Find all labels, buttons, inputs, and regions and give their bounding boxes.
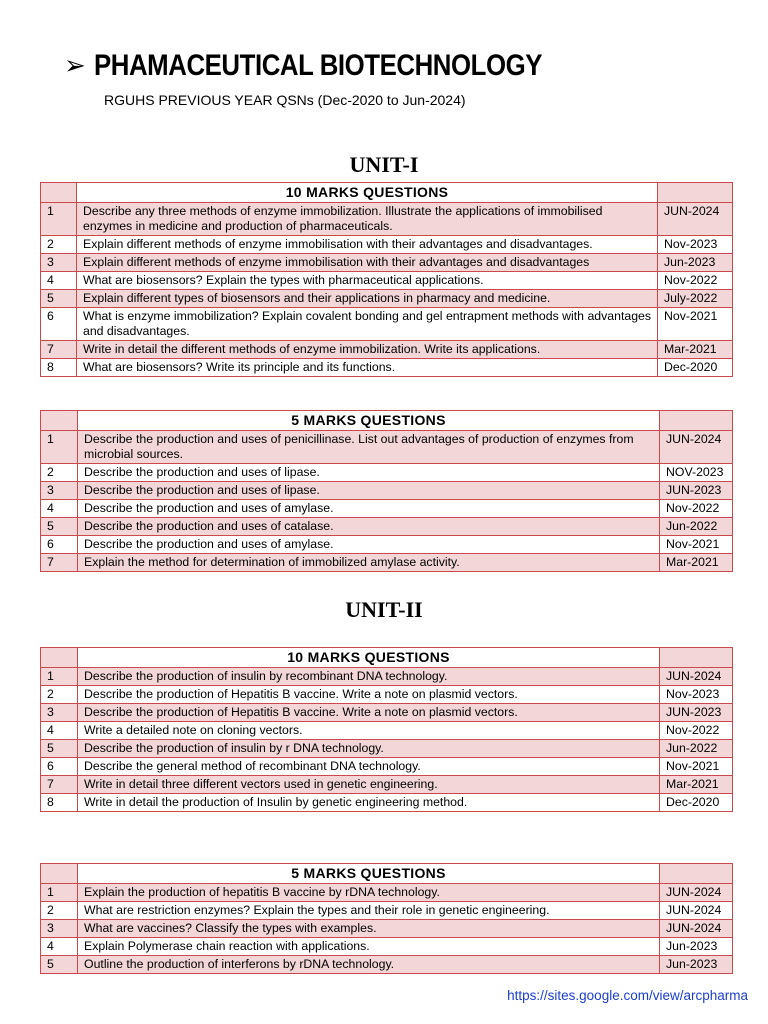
table-row (41, 500, 733, 518)
question-text: What is enzyme immobilization? Explain covalent bonding and gel entrapment methods with advantages and disadvantages. (77, 308, 658, 341)
question-number: 1 (41, 431, 78, 464)
question-text: Describe the production and uses of catalase. (78, 518, 660, 536)
question-text: Explain the production of hepatitis B vaccine by rDNA technology. (78, 884, 660, 902)
question-text: Describe the production and uses of amylase. (78, 500, 660, 518)
exam-date: Nov-2022 (660, 500, 733, 518)
table-row (41, 359, 733, 377)
unit-1-10-marks-table (40, 182, 733, 377)
exam-date: JUN-2024 (658, 203, 733, 236)
table-header-row (41, 648, 733, 668)
question-number: 5 (41, 290, 77, 308)
table-row (41, 668, 733, 686)
question-text: Describe any three methods of enzyme immobilization. Illustrate the applications of immobilised enzymes in medicine and production of pharmaceuticals. (77, 203, 658, 236)
footer-link[interactable]: https://sites.google.com/view/arcpharma (507, 988, 748, 1003)
question-text: Describe the production and uses of lipase. (78, 464, 660, 482)
exam-date: Nov-2021 (658, 308, 733, 341)
question-number: 7 (41, 776, 78, 794)
table-row (41, 272, 733, 290)
question-number: 3 (41, 704, 78, 722)
unit-1-heading: UNIT-I (349, 152, 419, 177)
table-row (41, 254, 733, 272)
table-row (41, 704, 733, 722)
question-text: What are restriction enzymes? Explain the types and their role in genetic engineering. (78, 902, 660, 920)
exam-date: Mar-2021 (660, 554, 733, 572)
header-blank-cell (660, 648, 733, 668)
question-number: 4 (41, 722, 78, 740)
exam-date: Mar-2021 (660, 776, 733, 794)
header-blank-cell (41, 183, 77, 203)
question-number: 1 (41, 203, 77, 236)
exam-date: Nov-2022 (658, 272, 733, 290)
question-text: Describe the production and uses of lipase. (78, 482, 660, 500)
question-text: Outline the production of interferons by rDNA technology. (78, 956, 660, 974)
exam-date: JUN-2024 (660, 431, 733, 464)
header-blank-cell (41, 411, 78, 431)
question-number: 4 (41, 938, 78, 956)
header-blank-cell (41, 864, 78, 884)
arrow-bullet-icon: ➢ (64, 51, 86, 81)
exam-date: July-2022 (658, 290, 733, 308)
question-number: 4 (41, 272, 77, 290)
question-number: 3 (41, 482, 78, 500)
question-text: Write a detailed note on cloning vectors. (78, 722, 660, 740)
question-number: 6 (41, 758, 78, 776)
title-row (64, 44, 615, 88)
table-row (41, 758, 733, 776)
exam-date: JUN-2023 (660, 482, 733, 500)
question-number: 6 (41, 308, 77, 341)
question-text: Describe the production of insulin by r DNA technology. (78, 740, 660, 758)
table-row (41, 920, 733, 938)
section-heading: 5 MARKS QUESTIONS (78, 864, 660, 884)
exam-date: JUN-2024 (660, 902, 733, 920)
question-number: 4 (41, 500, 78, 518)
question-text: Describe the production of Hepatitis B vaccine. Write a note on plasmid vectors. (78, 686, 660, 704)
question-text: Explain different methods of enzyme immobilisation with their advantages and disadvantages (77, 254, 658, 272)
header-blank-cell (658, 183, 733, 203)
question-text: Describe the production of Hepatitis B vaccine. Write a note on plasmid vectors. (78, 704, 660, 722)
exam-date: JUN-2023 (660, 704, 733, 722)
table-row (41, 536, 733, 554)
table-row (41, 686, 733, 704)
table-row (41, 740, 733, 758)
section-heading: 10 MARKS QUESTIONS (77, 183, 658, 203)
question-text: Write in detail three different vectors used in genetic engineering. (78, 776, 660, 794)
question-text: Explain the method for determination of immobilized amylase activity. (78, 554, 660, 572)
table-header-row (41, 864, 733, 884)
question-number: 5 (41, 740, 78, 758)
table-row (41, 902, 733, 920)
table-row (41, 464, 733, 482)
header-blank-cell (41, 648, 78, 668)
question-text: What are vaccines? Classify the types with examples. (78, 920, 660, 938)
table-header-row (41, 183, 733, 203)
question-number: 2 (41, 686, 78, 704)
question-number: 7 (41, 554, 78, 572)
question-number: 3 (41, 254, 77, 272)
question-text: Explain different methods of enzyme immobilisation with their advantages and disadvantages. (77, 236, 658, 254)
question-number: 2 (41, 236, 77, 254)
exam-date: NOV-2023 (660, 464, 733, 482)
exam-date: Jun-2022 (660, 518, 733, 536)
question-text: Describe the production and uses of amylase. (78, 536, 660, 554)
table-row (41, 482, 733, 500)
header-blank-cell (660, 864, 733, 884)
question-text: Write in detail the production of Insulin by genetic engineering method. (78, 794, 660, 812)
table-row (41, 236, 733, 254)
exam-date: Dec-2020 (660, 794, 733, 812)
question-number: 1 (41, 884, 78, 902)
question-text: Explain Polymerase chain reaction with applications. (78, 938, 660, 956)
table-row (41, 554, 733, 572)
table-row (41, 308, 733, 341)
table-row (41, 518, 733, 536)
question-text: Describe the production and uses of penicillinase. List out advantages of production of enzymes from microbial sources. (78, 431, 660, 464)
question-number: 2 (41, 902, 78, 920)
table-row (41, 431, 733, 464)
question-number: 2 (41, 464, 78, 482)
exam-date: Jun-2022 (660, 740, 733, 758)
exam-date: Nov-2021 (660, 536, 733, 554)
question-text: Explain different types of biosensors and their applications in pharmacy and medicine. (77, 290, 658, 308)
section-heading: 5 MARKS QUESTIONS (78, 411, 660, 431)
table-header-row (41, 411, 733, 431)
question-number: 3 (41, 920, 78, 938)
question-number: 8 (41, 359, 77, 377)
table-row (41, 794, 733, 812)
question-text: What are biosensors? Write its principle and its functions. (77, 359, 658, 377)
unit-1-5-marks-table (40, 410, 733, 572)
question-number: 5 (41, 518, 78, 536)
table-row (41, 203, 733, 236)
question-text: What are biosensors? Explain the types with pharmaceutical applications. (77, 272, 658, 290)
exam-date: Nov-2023 (658, 236, 733, 254)
exam-date: Mar-2021 (658, 341, 733, 359)
table-row (41, 341, 733, 359)
table-row (41, 884, 733, 902)
exam-date: Jun-2023 (660, 938, 733, 956)
question-number: 6 (41, 536, 78, 554)
unit-2-10-marks-table (40, 647, 733, 812)
table-row (41, 290, 733, 308)
header-blank-cell (660, 411, 733, 431)
exam-date: Nov-2023 (660, 686, 733, 704)
table-row (41, 956, 733, 974)
question-text: Describe the production of insulin by recombinant DNA technology. (78, 668, 660, 686)
exam-date: JUN-2024 (660, 884, 733, 902)
question-text: Write in detail the different methods of enzyme immobilization. Write its applications. (77, 341, 658, 359)
exam-date: JUN-2024 (660, 668, 733, 686)
document-title: PHAMACEUTICAL BIOTECHNOLOGY (93, 49, 542, 82)
unit-2-heading: UNIT-II (345, 597, 423, 622)
section-heading: 10 MARKS QUESTIONS (78, 648, 660, 668)
exam-date: Nov-2021 (660, 758, 733, 776)
question-number: 1 (41, 668, 78, 686)
exam-date: JUN-2024 (660, 920, 733, 938)
exam-date: Nov-2022 (660, 722, 733, 740)
exam-date: Jun-2023 (660, 956, 733, 974)
exam-date: Jun-2023 (658, 254, 733, 272)
unit-2-5-marks-table (40, 863, 733, 974)
question-number: 7 (41, 341, 77, 359)
question-text: Describe the general method of recombinant DNA technology. (78, 758, 660, 776)
question-number: 8 (41, 794, 78, 812)
table-row (41, 776, 733, 794)
table-row (41, 722, 733, 740)
question-number: 5 (41, 956, 78, 974)
document-subtitle: RGUHS PREVIOUS YEAR QSNs (Dec-2020 to Jun-2024) (104, 92, 466, 108)
exam-date: Dec-2020 (658, 359, 733, 377)
table-row (41, 938, 733, 956)
